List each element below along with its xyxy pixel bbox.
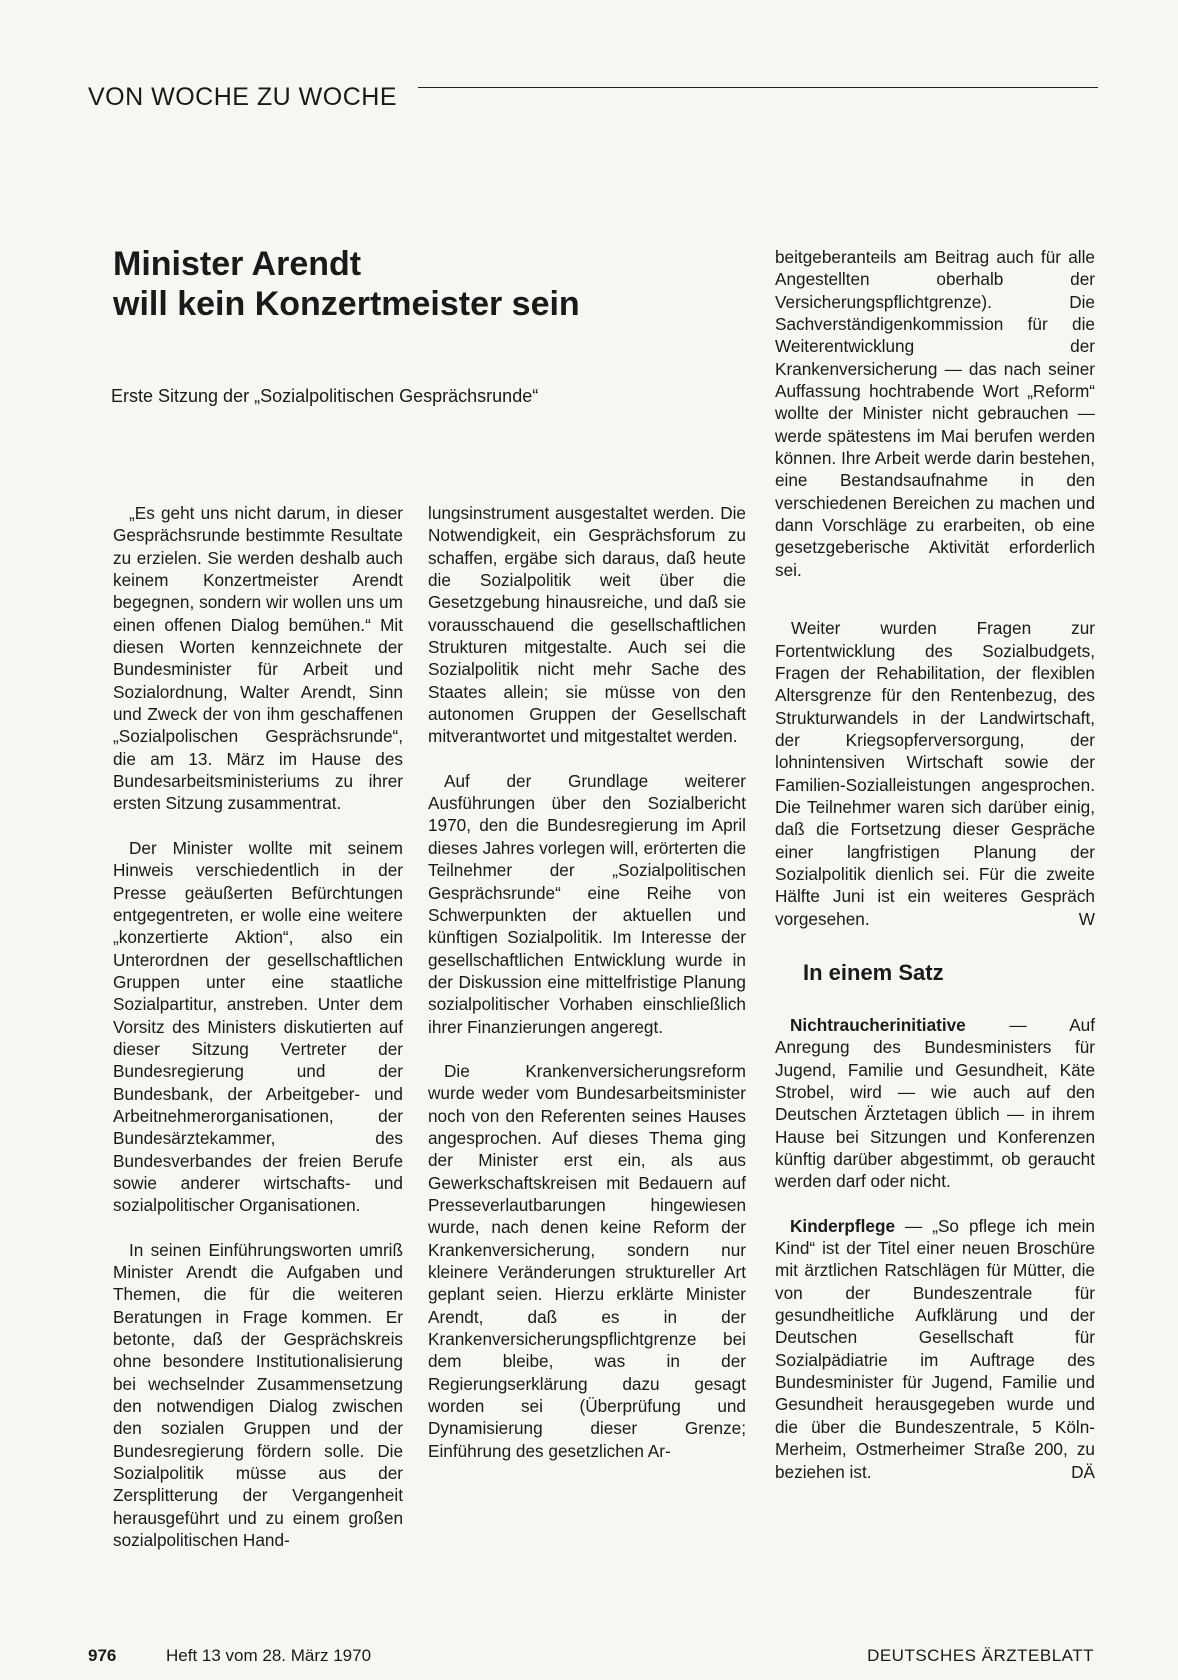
header-rule: [418, 87, 1098, 88]
article-column-3: [775, 246, 1095, 1505]
article-paragraph-continued: beitgeberanteils am Beitrag auch für alle Angestellten oberhalb der Versicherungspflichtgrenze). Die Sachverständigenkommission für die Weiterentwicklung der Krankenversicherung — das nach seiner Auffassung hochtrabende Wort „Reform“ wollte der Minister nicht gebrauchen — werde spätestens im Mai berufen werden können. Ihre Arbeit werde darin bestehen, eine Bestandsaufnahme in den verschiedenen Bereichen zu machen und dann Vorschläge zu erarbeiten, ob eine gesetzgeberische Aktivität erforderlich sei.: [775, 247, 1095, 580]
article-signature: W: [1078, 908, 1095, 929]
article-paragraph: Die Krankenversicherungsreform wurde weder vom Bundesarbeitsminister noch von den Referenten seines Hauses angesprochen. Auf dieses Thema ging der Minister erst ein, als aus Gewerkschaftskreisen mit Bedauern auf Presseverlautbarungen hingewiesen wurde, nach denen keine Reform der Krankenversicherung, sondern nur kleinere Veränderungen struktureller Art geplant seien. Hierzu erklärte Minister Arendt, daß es in der Krankenversicherungspflichtgrenze bei dem bleibe, was in der Regierungserklärung dazu gesagt worden sei (Überprüfung und Dynamisierung dieser Grenze; Einführung des gesetzlichen Ar-: [428, 1060, 746, 1461]
article-title: [113, 244, 580, 324]
brief-item-signature: DÄ: [1071, 1461, 1095, 1482]
article-subtitle: Erste Sitzung der „Sozialpolitischen Gesprächsrunde“: [111, 386, 539, 406]
article-paragraph-text: Weiter wurden Fragen zur Fortentwicklung des Sozialbudgets, Fragen der Rehabilitation, der flexiblen Altersgrenze für den Rentenbezug, des Strukturwandels in der Landwirtschaft, der Kriegsopferversorgung, der lohnintensiven Wirtschaft sowie der Familien-Sozialleistungen angesprochen. Die Teilnehmer waren sich darüber einig, daß die Fortsetzung dieser Gespräche einer langfristigen Planung der Sozialpolitik dienlich sei. Für die zweite Hälfte Juni ist ein weiteres Gespräch vorgesehen.: [775, 618, 1095, 929]
brief-item-text: — Auf Anregung des Bundesministers für Jugend, Familie und Gesundheit, Käte Strobel, wird — wie auch auf den Deutschen Ärztetagen üblich — in ihrem Hause bei Sitzungen und Konferenzen künftig darüber abgestimmt, ob geraucht werden darf oder nicht.: [775, 1014, 1095, 1192]
article-title-line-2: will kein Konzertmeister sein: [113, 285, 580, 323]
brief-item-title: Kinderpflege: [790, 1215, 896, 1236]
brief-item: [775, 1014, 1095, 1193]
brief-section-heading: In einem Satz: [803, 959, 944, 985]
article-paragraph: In seinen Einführungsworten umriß Minister Arendt die Aufgaben und Themen, die für die weiteren Beratungen in Frage kommen. Er betonte, daß der Gesprächskreis ohne besondere Institutionalisierung bei wechselnder Zusammensetzung den notwendigen Dialog zwischen den sozialen Gruppen und der Bundesregierung fördern solle. Die Sozialpolitik müsse aus der Zersplitterung der Vergangenheit herausgeführt und zu einem großen sozialpolitischen Hand-: [113, 1239, 403, 1551]
article-column-1: [113, 502, 403, 1573]
article-paragraph: Auf der Grundlage weiterer Ausführungen über den Sozialbericht 1970, den die Bundesregierung im April dieses Jahres vorlegen will, erörterten die Teilnehmer der „Sozialpolitischen Gesprächsrunde“ eine Reihe von Schwerpunkten der aktuellen und künftigen Sozialpolitik. Im Interesse der gesellschaftlichen Entwicklung wurde in der Diskussion eine mittelfristige Planung sozialpolitischer Vorhaben einschließlich ihrer Finanzierungen angeregt.: [428, 770, 746, 1037]
brief-item-text: — „So pflege ich mein Kind“ ist der Titel einer neuen Broschüre mit ärztlichen Ratschlägen für Mütter, die von der Bundeszentrale für gesundheitliche Aufklärung und der Deutschen Gesellschaft für Sozialpädiatrie im Auftrage des Bundesminister für Jugend, Familie und Gesundheit herausgegeben wurde und die über die Bundeszentrale, 5 Köln-Merheim, Ostmerheimer Straße 200, zu beziehen ist.: [775, 1215, 1095, 1482]
article-paragraph: Der Minister wollte mit seinem Hinweis verschiedentlich in der Presse geäußerten Befürchtungen entgegentreten, er wolle eine weitere „konzertierte Aktion“, also ein Unterordnen der gesellschaftlichen Gruppen unter eine staatliche Sozialpartitur, anstreben. Unter dem Vorsitz des Ministers diskutierten auf dieser Sitzung Vertreter der Bundesregierung und der Bundesbank, der Arbeitgeber- und Arbeitnehmerorganisationen, der Bundesärztekammer, des Bundesverbandes der freien Berufe sowie anderer wirtschafts- und sozialpolitischer Organisationen.: [113, 837, 403, 1216]
article-title-line-1: Minister Arendt: [113, 245, 362, 283]
brief-item: [775, 1215, 1095, 1483]
article-paragraph-continued: lungsinstrument ausgestaltet werden. Die Notwendigkeit, ein Gesprächsforum zu schaffen, ergäbe sich daraus, daß heute die Sozialpolitik weit über die Gesetzgebung hinausreiche, und daß sie vorausschauend die gesellschaftlichen Strukturen mitgestalte. Auch sei die Sozialpolitik nicht mehr Sache des Staates allein; sie müsse von den autonomen Gruppen der Gesellschaft mitverantwortet und mitgestaltet werden.: [428, 503, 746, 747]
article-column-2: [428, 502, 746, 1484]
brief-item-title: Nichtraucherinitiative: [790, 1014, 966, 1035]
page-number: 976: [88, 1646, 117, 1665]
article-paragraph: [775, 617, 1095, 930]
journal-name: DEUTSCHES ÄRZTEBLATT: [867, 1646, 1094, 1665]
article-paragraph: „Es geht uns nicht darum, in dieser Gesprächsrunde bestimmte Resultate zu erzielen. Sie werden deshalb auch keinem Konzertmeister Arendt begegnen, sondern wir wollen uns um einen offenen Dialog bemühen.“ Mit diesen Worten kennzeichnete der Bundesminister für Arbeit und Sozialordnung, Walter Arendt, Sinn und Zweck der von ihm geschaffenen „Sozialpolischen Gesprächsrunde“, die am 13. März im Hause des Bundesarbeitsministeriums zu ihrer ersten Sitzung zusammentrat.: [113, 503, 403, 814]
section-label: VON WOCHE ZU WOCHE: [88, 83, 397, 111]
issue-info: Heft 13 vom 28. März 1970: [166, 1646, 372, 1665]
